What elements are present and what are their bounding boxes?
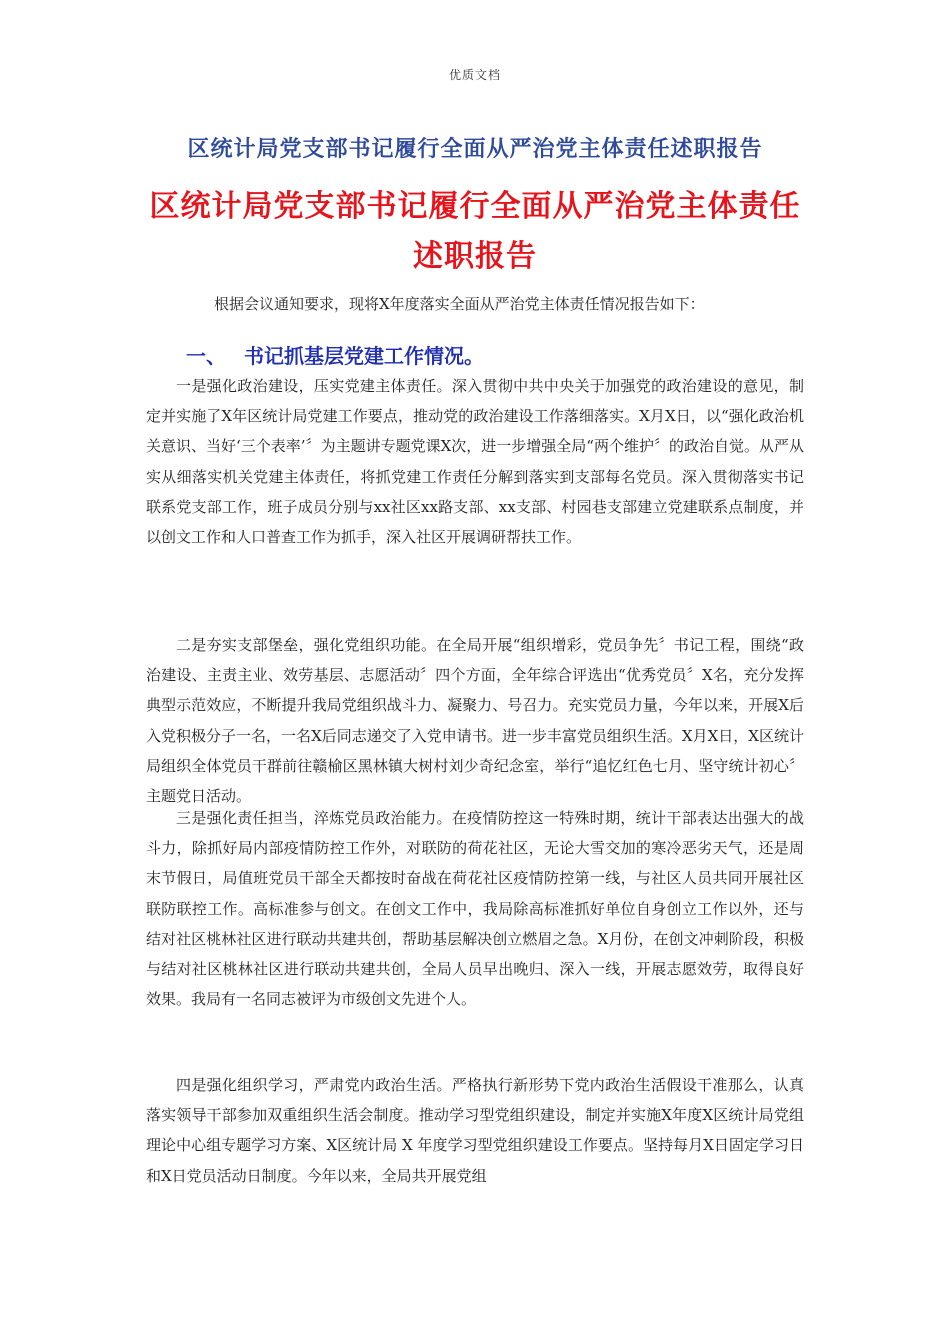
section-number: 一、 (186, 344, 226, 368)
body-paragraph: 一是强化政治建设，压实党建主体责任。深入贯彻中共中央关于加强党的政治建设的意见，制定并实施了X年区统计局党建工作要点，推动党的政治建设工作落细落实。X月X日，以“强化政治机关意识、当好‘三个表率’〞为主题讲专题党课X次，进一步增强全局“两个维护〞的政治自觉。从严从实从细落实机关党建主体责任，将抓党建工作责任分解到落实到支部每名党员。深入贯彻落实书记联系党支部工作，班子成员分别与xx社区xx路支部、xx支部、村园巷支部建立党建联系点制度，并以创文工作和人口普查工作为抓手，深入社区开展调研帮扶工作。 (146, 377, 804, 547)
document-main-title: 区统计局党支部书记履行全面从严治党主体责任述职报告 (149, 189, 801, 274)
body-paragraph: 四是强化组织学习，严肃党内政治生活。严格执行新形势下党内政治生活假设干准那么，认真落实领导干部参加双重组织生活会制度。推动学习型党组织建设，制定并实施X年度X区统计局党组理论中心组专题学习方案、X区统计局 X 年度学习型党组织建设工作要点。坚持每月X日固定学习日和X日党员活动日制度。今年以来，全局共开展党组 (146, 1076, 804, 1185)
section-heading (186, 340, 484, 369)
document-subtitle: 区统计局党支部书记履行全面从严治党主体责任述职报告 (187, 137, 763, 162)
header-label: 优质文档 (448, 68, 501, 82)
body-paragraph: 三是强化责任担当，淬炼党员政治能力。在疫情防控这一特殊时期，统计干部表达出强大的战斗力，除抓好局内部疫情防控工作外，对联防的荷花社区，无论大雪交加的寒冷恶劣天气，还是周末节假日，局值班党员干部全天都按时奋战在荷花社区疫情防控第一线，与社区人员共同开展社区联防联控工作。高标准参与创文。在创文工作中，我局除高标准抓好单位自身创立工作以外，还与结对社区桃林社区进行联动共建共创，帮助基层解决创立燃眉之急。X月份，在创文冲刺阶段，积极与结对社区桃林社区进行联动共建共创，全局人员早出晚归、深入一线，开展志愿效劳，取得良好效果。我局有一名同志被评为市级创文先进个人。 (146, 809, 804, 1009)
body-paragraph: 二是夯实支部堡垒，强化党组织功能。在全局开展“组织增彩，党员争先〞书记工程，围绕“政治建设、主责主业、效劳基层、志愿活动〞四个方面，全年综合评选出“优秀党员〞X名，充分发挥典型示范效应，不断提升我局党组织战斗力、凝聚力、号召力。充实党员力量，今年以来，开展X后入党积极分子一名，一名X后同志递交了入党申请书。进一步丰富党员组织生活。X月X日，X区统计局组织全体党员干群前往赣榆区黑林镇大树村刘少奇纪念室，举行“追忆红色七月、坚守统计初心〞主题党日活动。 (146, 636, 804, 806)
intro-paragraph: 根据会议通知要求，现将X年度落实全面从严治党主体责任情况报告如下： (214, 295, 705, 313)
section-title: 书记抓基层党建工作情况。 (244, 344, 484, 368)
